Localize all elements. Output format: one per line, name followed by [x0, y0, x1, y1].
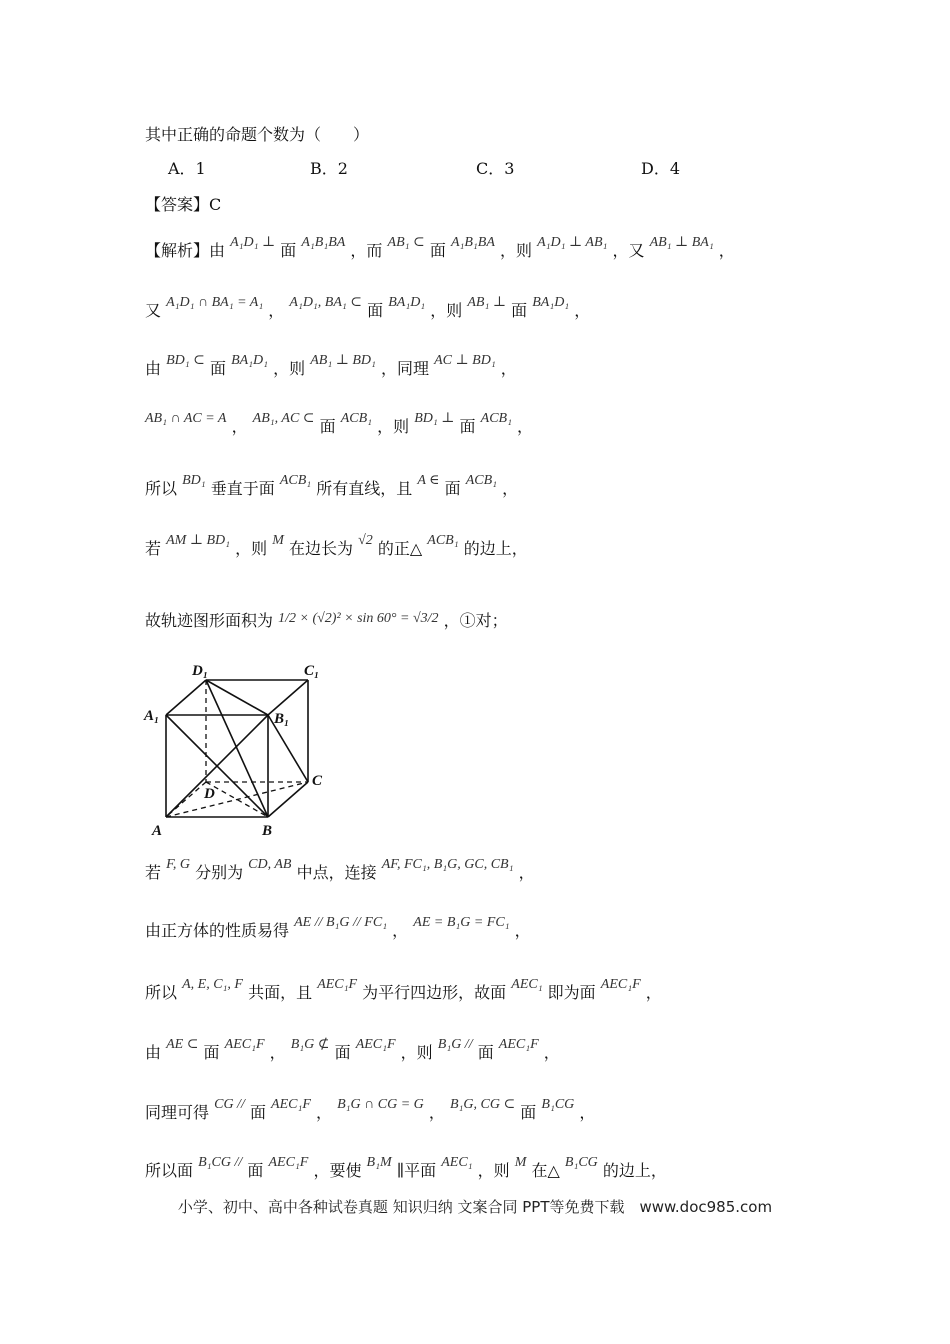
text: ，: [392, 921, 409, 940]
math-expr: F, G: [166, 857, 190, 872]
text: 面: [511, 301, 528, 320]
text: 面: [444, 479, 461, 498]
math-expr: ACB₁: [465, 473, 498, 488]
text: 面: [247, 1161, 264, 1180]
math-expr: AB₁, AC ⊂: [252, 411, 315, 426]
math-expr: AEC₁F: [498, 1037, 539, 1052]
text: ，: [269, 1043, 286, 1062]
text: 中点，连接: [296, 863, 377, 882]
text: 在△: [531, 1161, 560, 1180]
text: ，又: [612, 241, 645, 260]
math-expr: BA₁D₁: [532, 295, 570, 310]
answer-line: 【答案】C: [145, 195, 222, 214]
math-expr: AF, FC₁, B₁G, GC, CB₁: [381, 857, 514, 872]
edge: [268, 680, 308, 715]
text: ，: [268, 301, 285, 320]
math-expr: BA₁D₁: [388, 295, 426, 310]
area-formula: 1/2 × (√2)² × sin 60° = √3/2: [278, 611, 439, 626]
math-expr: AEC₁: [441, 1155, 473, 1170]
hidden-diagonal: [166, 782, 308, 817]
math-expr: ACB₁: [279, 473, 312, 488]
choice-d: D．4: [641, 159, 681, 178]
analysis-line-3: [145, 353, 517, 379]
math-expr: A₁D₁ ⊥: [230, 235, 276, 250]
text: ，而: [350, 241, 383, 260]
text: ，同理: [381, 359, 430, 378]
text: 分别为: [195, 863, 244, 882]
vertex-label-b1: B₁: [274, 711, 290, 727]
text: ，要使: [313, 1161, 362, 1180]
text: 面: [209, 359, 226, 378]
math-expr: B₁CG //: [198, 1155, 243, 1170]
text: 面: [429, 241, 446, 260]
math-expr: B₁CG: [564, 1155, 598, 1170]
text: 面: [367, 301, 384, 320]
analysis-line-12: [145, 1097, 596, 1123]
math-expr: AC ⊥ BD₁: [434, 353, 496, 368]
text: ，: [428, 1103, 445, 1122]
math-expr: CD, AB: [248, 857, 292, 872]
vertex-label-a1: A₁: [144, 708, 160, 724]
math-expr: AEC₁F: [224, 1037, 265, 1052]
text: 面: [520, 1103, 537, 1122]
math-expr: A, E, C₁, F: [182, 977, 243, 992]
text: ，: [231, 417, 248, 436]
math-expr: A ∈: [417, 473, 440, 488]
math-expr: BD₁: [182, 473, 206, 488]
math-expr: M: [514, 1155, 527, 1170]
text: 面: [477, 1043, 494, 1062]
text: 即为面: [547, 983, 596, 1002]
text: 的边上，: [602, 1161, 667, 1180]
math-expr: AEC₁F: [600, 977, 641, 992]
text: ，: [500, 359, 517, 378]
text: 面: [203, 1043, 220, 1062]
text: 面: [280, 241, 297, 260]
analysis-line-9: [145, 915, 531, 941]
text: ，则: [400, 1043, 433, 1062]
text: 由: [145, 359, 162, 378]
math-expr: B₁G //: [437, 1037, 473, 1052]
text: 面: [334, 1043, 351, 1062]
math-expr: AE = B₁G = FC₁: [413, 915, 510, 930]
text: 若: [145, 539, 162, 558]
text: 的正△: [377, 539, 423, 558]
math-expr: AB₁ ∩ AC = A: [145, 411, 227, 426]
page-footer: 小学、初中、高中各种试卷真题 知识归纳 文案合同 PPT等免费下载 www.doc985.com: [177, 1198, 773, 1216]
analysis-line-13: [145, 1155, 667, 1181]
math-expr: B₁G ∩ CG = G: [337, 1097, 424, 1112]
text: 故轨迹图形面积为: [145, 611, 274, 630]
vertex-label-d: D: [204, 786, 215, 802]
analysis-line-8: [145, 857, 535, 883]
text: ，则: [235, 539, 268, 558]
analysis-line-6: [145, 533, 528, 559]
text: ，: [718, 241, 735, 260]
analysis-line-1: [145, 235, 735, 261]
math-expr: AB₁ ⊥ BA₁: [649, 235, 714, 250]
math-expr: AM ⊥ BD₁: [166, 533, 231, 548]
text: ，则: [499, 241, 532, 260]
vertex-label-a: A: [152, 823, 163, 839]
text: ∥平面: [396, 1161, 437, 1180]
analysis-line-11: [145, 1037, 560, 1063]
text: ，: [316, 1103, 333, 1122]
text: 由正方体的性质易得: [145, 921, 290, 940]
text: 在边长为: [289, 539, 354, 558]
analysis-line-5: [145, 473, 519, 499]
vertex-label-c1: C₁: [304, 663, 320, 679]
math-expr: A₁B₁BA: [301, 235, 346, 250]
math-expr: ACB₁: [427, 533, 459, 548]
text: ，: [517, 417, 534, 436]
text: 同理可得: [145, 1103, 210, 1122]
text: ，: [543, 1043, 560, 1062]
math-expr: AE // B₁G // FC₁: [294, 915, 388, 930]
math-expr: B₁M: [366, 1155, 392, 1170]
math-expr: B₁G ⊄: [290, 1037, 330, 1052]
text: 为平行四边形，故面: [362, 983, 507, 1002]
math-expr: AEC₁F: [271, 1097, 311, 1112]
diagonal: [206, 680, 268, 715]
text: 由: [145, 1043, 162, 1062]
text: 面: [319, 417, 336, 436]
math-expr: AE ⊂: [166, 1037, 199, 1052]
text: ，: [502, 479, 519, 498]
math-expr: ACB₁: [480, 411, 512, 426]
math-expr: AEC₁F: [355, 1037, 396, 1052]
text: ，: [645, 983, 662, 1002]
math-expr: A₁D₁ ∩ BA₁ = A₁: [166, 295, 264, 310]
analysis-line-10: [145, 977, 662, 1003]
math-expr: CG //: [214, 1097, 245, 1112]
analysis-line-2: [145, 295, 591, 321]
text: 的边上，: [463, 539, 528, 558]
edge: [166, 680, 206, 715]
math-expr: AEC₁F: [268, 1155, 309, 1170]
math-expr: A₁D₁ ⊥ AB₁: [537, 235, 608, 250]
math-expr: AEC₁: [511, 977, 543, 992]
text: ，则: [273, 359, 306, 378]
choice-b: B．2: [310, 159, 348, 178]
math-expr: ACB₁: [340, 411, 373, 426]
text: 【解析】由: [145, 241, 226, 260]
text: ，: [579, 1103, 596, 1122]
text: 面: [249, 1103, 266, 1122]
question-stem: 其中正确的命题个数为（ ）: [145, 125, 370, 144]
math-expr: A₁B₁BA: [450, 235, 495, 250]
math-expr: AB₁ ⊥ BD₁: [310, 353, 376, 368]
text: ，则: [477, 1161, 510, 1180]
edge: [268, 782, 308, 817]
text: 所以: [145, 479, 178, 498]
text: 共面，且: [248, 983, 313, 1002]
text: ，: [574, 301, 591, 320]
math-expr: AEC₁F: [317, 977, 358, 992]
text: ，: [514, 921, 531, 940]
text: 所以面: [145, 1161, 194, 1180]
text: 面: [459, 417, 476, 436]
math-expr: √2: [358, 533, 373, 548]
text: ，则: [430, 301, 463, 320]
math-expr: BD₁ ⊥: [414, 411, 455, 426]
math-expr: B₁CG: [541, 1097, 575, 1112]
analysis-line-4: [145, 411, 534, 437]
text: 若: [145, 863, 162, 882]
text: 又: [145, 301, 162, 320]
math-expr: AB₁ ⊂: [387, 235, 425, 250]
cube-figure: [140, 655, 340, 840]
vertex-label-c: C: [312, 773, 323, 789]
choice-a: A．1: [168, 159, 206, 178]
vertex-label-b: B: [262, 823, 273, 839]
math-expr: AB₁ ⊥: [467, 295, 507, 310]
math-expr: BD₁ ⊂: [166, 353, 205, 368]
text: ，则: [377, 417, 410, 436]
math-expr: B₁G, CG ⊂: [449, 1097, 516, 1112]
vertex-label-d1: D₁: [192, 663, 209, 679]
choice-c: C．3: [476, 159, 515, 178]
text: ，①对；: [443, 611, 508, 630]
diagonal: [206, 680, 268, 817]
math-expr: A₁D₁, BA₁ ⊂: [289, 295, 363, 310]
text: 所有直线，且: [316, 479, 413, 498]
text: 所以: [145, 983, 178, 1002]
analysis-line-7: [145, 608, 508, 631]
text: 垂直于面: [210, 479, 275, 498]
text: ，: [518, 863, 535, 882]
math-expr: BA₁D₁: [231, 353, 269, 368]
math-expr: M: [272, 533, 284, 548]
